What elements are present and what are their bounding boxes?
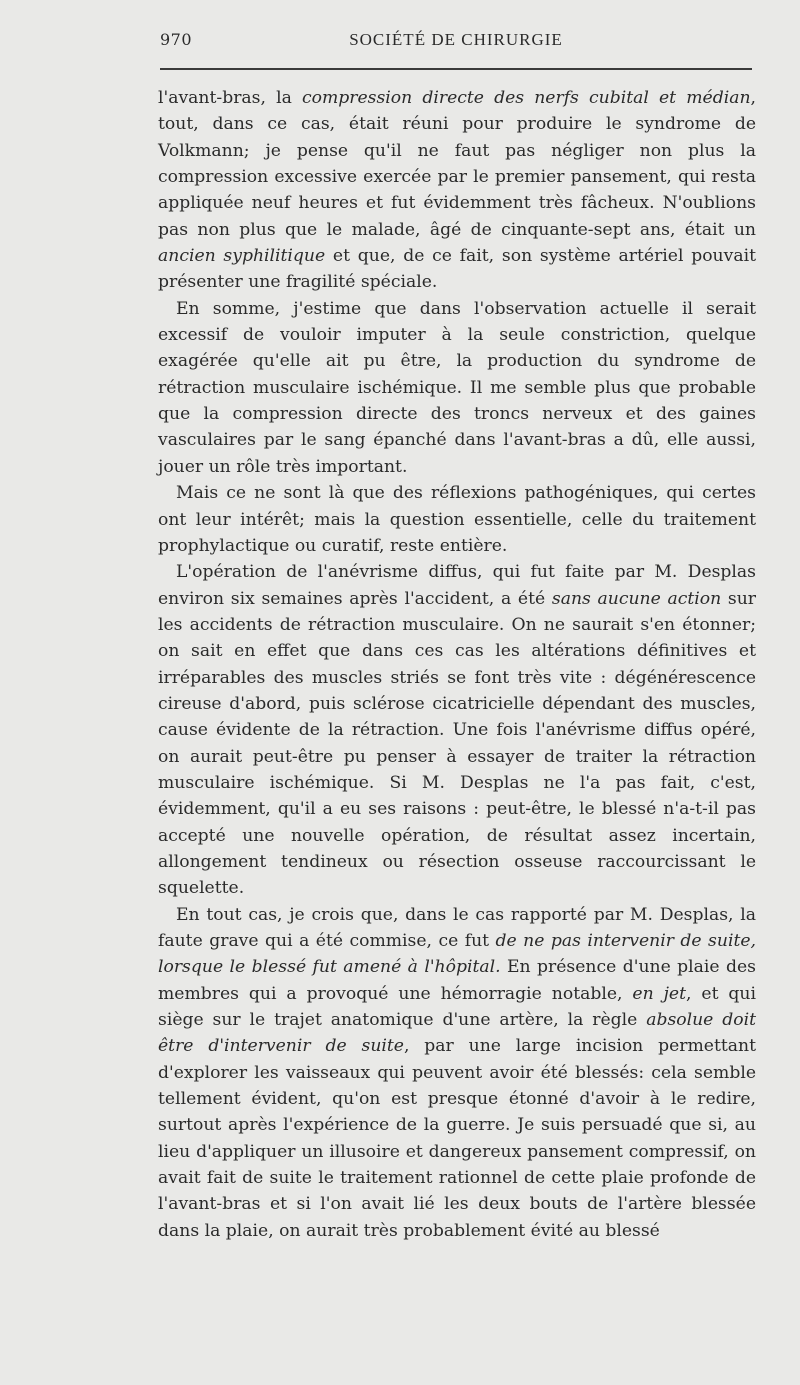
italic-text: sans aucune action (551, 588, 722, 609)
header-rule (160, 68, 752, 70)
italic-text: de ne pas intervenir de suite, lorsque le blessé fut amené à l'hôpital. (158, 931, 756, 978)
text-run: l'avant-bras, la (158, 88, 302, 108)
body-text (158, 85, 756, 1244)
page-header (160, 30, 752, 56)
text-run: et que, de ce fait, son système artériel pouvait présenter une fragilité spéciale. (158, 246, 756, 293)
italic-text: ancien syphilitique (158, 246, 326, 267)
text-run: , et qui siège sur le trajet anatomique d'une artère, la règle (158, 983, 756, 1031)
running-title: SOCIÉTÉ DE CHIRURGIE (349, 30, 563, 49)
text-run: L'opération de l'anévrisme diffus, qui fut faite par M. Desplas environ six semaines après l'accident, a été (158, 562, 756, 609)
text-run: , par une large incision permettant d'explorer les vaisseaux qui peuvent avoir été blessés: cela semble tellement évident, qu'on est presque étonné d'avoir à le redire, surtout après l'expérience de la guerre. Je suis persuadé que si, au lieu d'appliquer un illusoire et dangereux pansement compressif, on avait fait de suite le traitement rationnel de cette plaie profonde de l'avant-bras et si l'on avait lié les deux bouts de l'artère blessée dans la plaie, on aurait très probablement évité au blessé (158, 1036, 757, 1241)
italic-text: compression directe des nerfs cubital et médian (302, 88, 751, 108)
paragraph-5 (158, 902, 756, 1244)
italic-text: absolue doit être d'intervenir de suite (158, 1010, 756, 1057)
text-run: sur les accidents de rétraction musculaire. On ne saurait s'en étonner; on sait en effet que dans ces cas les altérations définitives et irréparables des muscles striés se font très vite : dégénérescence cireuse d'abord, puis sclérose cicatricielle dépendant des muscles, cause évidente de la rétraction. Une fois l'anévrisme diffus opéré, on aurait peut-être pu penser à essayer de traiter la rétraction musculaire ischémique. Si M. Desplas ne l'a pas fait, c'est, évidemment, qu'il a eu ses raisons : peut-être, le blessé n'a-t-il pas accepté une nouvelle opération, de résultat assez incertain, allongement tendineux ou résection osseuse raccourcissant le squelette. (158, 588, 756, 899)
text-run: , tout, dans ce cas, était réuni pour produire le syndrome de Volkmann; je pense qu'il ne faut pas négliger non plus la compression excessive exercée par le premier pansement, qui resta appliquée neuf heures et fut évidemment très fâcheux. N'oublions pas non plus que le malade, âgé de cinquante-sept ans, était un (158, 88, 756, 240)
page-number: 970 (160, 30, 193, 49)
paragraph-4 (158, 559, 756, 901)
paragraph-2 (158, 296, 756, 480)
text-run: En présence d'une plaie des membres qui a provoqué une hémorragie notable, (158, 957, 756, 1004)
text-run: Mais ce ne sont là que des réflexions pathogéniques, qui certes ont leur intérêt; mais la question essentielle, celle du traitement prophylactique ou curatif, reste entière. (158, 483, 756, 556)
paragraph-3 (158, 480, 756, 559)
text-run: En tout cas, je crois que, dans le cas rapporté par M. Desplas, la faute grave qui a été commise, ce fut (158, 904, 756, 951)
paragraph-1 (158, 85, 756, 296)
text-run: En somme, j'estime que dans l'observation actuelle il serait excessif de vouloir imputer à la seule constriction, quelque exagérée qu'elle ait pu être, la production du syndrome de rétraction musculaire ischémique. Il me semble plus que probable que la compression directe des troncs nerveux et des gaines vasculaires par le sang épanché dans l'avant-bras a dû, elle aussi, jouer un rôle très important. (158, 298, 756, 477)
italic-text: en jet (632, 983, 686, 1004)
